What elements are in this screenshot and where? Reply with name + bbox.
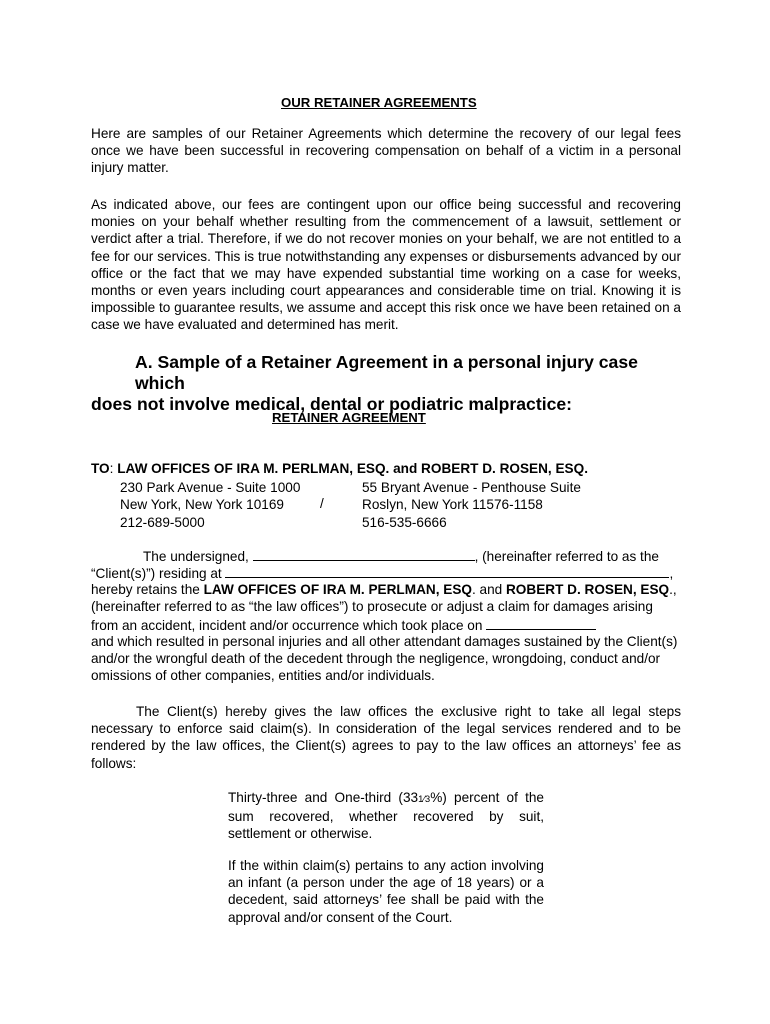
addressee-firms: LAW OFFICES OF IRA M. PERLMAN, ESQ. and ROBERT D. ROSEN, ESQ.	[117, 461, 588, 476]
residing-comma: ,	[669, 566, 674, 581]
exclusive-right-paragraph: The Client(s) hereby gives the law offices the exclusive right to take all legal steps necessary to enforce said claim(s). In consideration of the legal services rendered and to be rendered by the law offices, the Client(s) agrees to pay to the law offices an attorneys’ fee as follows:	[91, 704, 681, 771]
fee-fraction: 1⁄3	[418, 794, 431, 805]
page-title: OUR RETAINER AGREEMENTS	[281, 95, 477, 110]
undersigned-line	[143, 548, 659, 564]
accident-text: from an accident, incident and/or occurrence which took place on	[91, 618, 483, 633]
section-a-heading	[91, 352, 691, 415]
accident-date-blank[interactable]	[486, 617, 596, 630]
to-label: TO	[91, 461, 110, 476]
section-a-heading-line-1: Sample of a Retainer Agreement in a personal injury case which	[135, 352, 638, 393]
office-1-city: New York, New York 10169	[120, 497, 284, 513]
office-1-address	[120, 479, 300, 531]
retains-line	[91, 582, 677, 597]
client-name-blank[interactable]	[253, 548, 475, 561]
omissions-line: omissions of other companies, entities and/or individuals.	[91, 668, 435, 683]
accident-line	[91, 617, 596, 633]
injuries-line: and which resulted in personal injuries and all other attendant damages sustained by the Client(s)	[91, 634, 678, 649]
fee-paragraph	[228, 789, 544, 843]
fee-text-end: %) percent of the sum recovered, whether recovered by suit, settlement or otherwise.	[228, 790, 544, 842]
retains-and: . and	[471, 582, 503, 597]
fee-text-start: Thirty-three and One-third (33	[228, 790, 419, 805]
residing-label: “Client(s)”) residing at	[91, 566, 222, 581]
section-a-marker: A.	[135, 352, 153, 372]
to-colon: :	[109, 461, 114, 476]
office-2-phone: 516-535-6666	[362, 514, 447, 530]
section-a-heading-line-2: does not involve medical, dental or podiatric malpractice:	[91, 394, 573, 414]
intro-paragraph-2: As indicated above, our fees are contingent upon our office being successful and recovering monies on your behalf whether resulting from the commencement of a lawsuit, settlement or verdict after a trial. Therefore, if we do not recover monies on your behalf, we are not entitled to a fee for our services. This is true notwithstanding any expenses or disbursements advanced by our office or the fact that we may have expended substantial time working on a case for weeks, months or even years including court appearances and considerable time on trial. Knowing it is impossible to guarantee results, we assume and accept this risk once we have been retained on a case we have evaluated and determined has merit.	[91, 197, 681, 333]
agreement-title: RETAINER AGREEMENT	[272, 410, 426, 425]
residing-line	[91, 565, 673, 581]
undersigned-tail: , (hereinafter referred to as the	[474, 549, 659, 564]
retains-text: hereby retains the	[91, 582, 200, 597]
addressee-line	[91, 461, 588, 476]
law-offices-line: (hereinafter referred to as “the law offices”) to prosecute or adjust a claim for damages arising	[91, 599, 653, 614]
retains-tail: .,	[669, 582, 677, 597]
office-1-street: 230 Park Avenue - Suite 1000	[120, 480, 301, 495]
client-address-blank[interactable]	[225, 565, 669, 578]
retains-firm-2: ROBERT D. ROSEN, ESQ	[505, 582, 670, 597]
office-2-city: Roslyn, New York 11576-1158	[362, 497, 543, 513]
retains-firm-1: LAW OFFICES OF IRA M. PERLMAN, ESQ	[203, 582, 472, 597]
address-separator: /	[320, 496, 324, 511]
intro-paragraph-1: Here are samples of our Retainer Agreements which determine the recovery of our legal fees once we have been successful in recovering compensation on behalf of a victim in a personal injury matter.	[91, 126, 681, 176]
office-2-street: 55 Bryant Avenue - Penthouse Suite	[362, 480, 581, 495]
wrongful-death-line: and/or the wrongful death of the decedent through the negligence, wrongdoing, conduct and/or	[91, 651, 661, 666]
undersigned-label: The undersigned,	[143, 549, 249, 564]
infant-paragraph: If the within claim(s) pertains to any action involving an infant (a person under the age of 18 years) or a decedent, said attorneys’ fee shall be paid with the approval and/or consent of the Court.	[228, 858, 544, 925]
office-2-address	[362, 479, 581, 531]
office-1-phone: 212-689-5000	[120, 514, 205, 530]
